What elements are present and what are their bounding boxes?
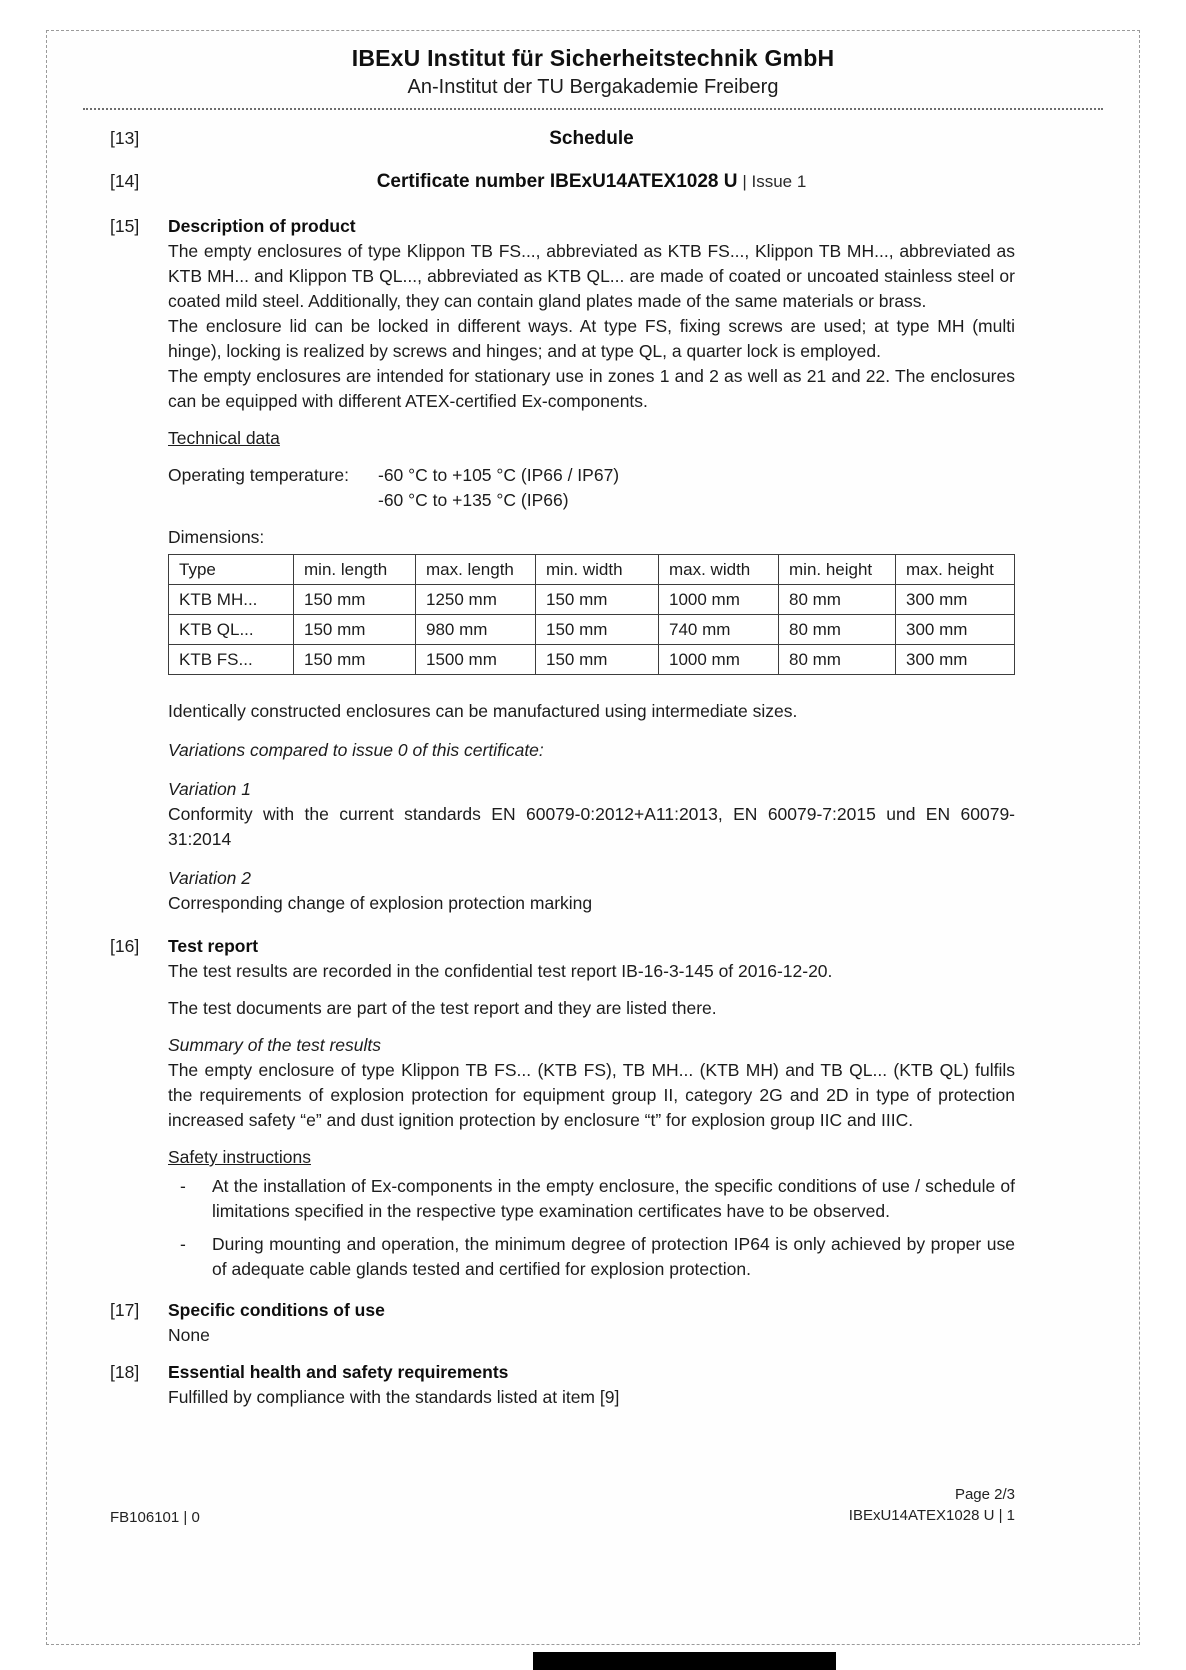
health-safety-text: Fulfilled by compliance with the standards listed at item [9] [168,1387,620,1407]
item-number-15: [15] [110,216,140,236]
footer-document-id: FB106101 | 0 [110,1509,200,1526]
item-number-17: [17] [110,1300,140,1320]
cell: 1000 mm [659,645,779,675]
cell: 150 mm [294,615,416,645]
safety-bullet-1-text: At the installation of Ex-components in the empty enclosure, the specific conditions of use / schedule of limitations specified in the respective type examination certificates have to be observed. [212,1176,1015,1221]
variation-1-block [168,777,1015,852]
variation-1-text: Conformity with the current standards EN 60079-0:2012+A11:2013, EN 60079-7:2015 und EN 60079-31:2014 [168,804,1015,849]
safety-instructions-heading: Safety instructions [168,1147,311,1167]
safety-bullet-2 [168,1232,1015,1282]
operating-temperature-values [378,463,619,513]
institute-name: IBExU Institut für Sicherheitstechnik GmbH [351,45,835,71]
schedule-heading: Schedule [549,128,634,149]
cell: 1000 mm [659,585,779,615]
test-report-paragraph-1: The test results are recorded in the confidential test report IB-16-3-145 of 2016-12-20. [168,961,833,981]
description-paragraph-3: The empty enclosures are intended for stationary use in zones 1 and 2 as well as 21 and 22. The enclosures can be equipped with different ATEX-certified Ex-components. [168,366,1015,411]
bullet-marker: - [180,1234,186,1254]
cell: 150 mm [294,645,416,675]
section-14 [110,169,1015,194]
operating-temperature-label: Operating temperature: [168,465,349,485]
certificate-number: Certificate number IBExU14ATEX1028 U [376,171,738,192]
scan-artifact-bar [533,1652,836,1670]
header-divider [83,108,1103,110]
intermediate-sizes-note: Identically constructed enclosures can be manufactured using intermediate sizes. [168,701,798,721]
table-row [169,645,1015,675]
technical-data-heading: Technical data [168,428,280,448]
test-report-heading: Test report [168,936,259,956]
health-safety-heading: Essential health and safety requirements [168,1362,509,1382]
cell: 740 mm [659,615,779,645]
cell: 80 mm [779,615,896,645]
specific-conditions-heading: Specific conditions of use [168,1300,385,1320]
operating-temperature-line-2: -60 °C to +135 °C (IP66) [378,490,569,510]
col-header-min-height: min. height [779,555,896,585]
section-16 [110,934,1015,1282]
cell: 300 mm [896,615,1015,645]
item-number-14: [14] [110,171,140,191]
cell: 980 mm [416,615,536,645]
col-header-max-length: max. length [416,555,536,585]
item-number-13: [13] [110,128,140,148]
col-header-max-height: max. height [896,555,1015,585]
cell: 1250 mm [416,585,536,615]
variation-2-text: Corresponding change of explosion protection marking [168,893,593,913]
safety-bullet-2-text: During mounting and operation, the minimum degree of protection IP64 is only achieved by proper use of adequate cable glands tested and certified for explosion protection. [212,1234,1015,1279]
cell: 1500 mm [416,645,536,675]
summary-text: The empty enclosure of type Klippon TB FS... (KTB FS), TB MH... (KTB MH) and TB QL... (KTB QL) fulfils the requirements of explosion protection for equipment group II, category 2G and 2D in type of protection increased safety “e” and dust ignition protection by enclosure “t” for explosion group IIC and IIIC. [168,1060,1015,1130]
cell: 150 mm [294,585,416,615]
item-number-16: [16] [110,936,140,956]
institute-subtitle: An-Institut der TU Bergakademie Freiberg [407,76,779,98]
document-page [46,30,1140,1645]
cell: 150 mm [536,585,659,615]
footer-page-number: Page 2/3 [954,1486,1015,1503]
table-row [169,615,1015,645]
operating-temperature-block [168,463,1015,513]
section-18 [110,1360,1015,1410]
document-body [47,126,1139,1410]
specific-conditions-text: None [168,1325,210,1345]
cell: 80 mm [779,585,896,615]
letterhead [47,31,1139,100]
variation-2-heading: Variation 2 [168,868,252,888]
cell: KTB FS... [169,645,294,675]
safety-bullet-1 [168,1174,1015,1224]
description-heading: Description of product [168,216,356,236]
description-paragraph-2: The enclosure lid can be locked in different ways. At type FS, fixing screws are used; at type MH (multi hinge), locking is realized by screws and hinges; and at type QL, a quarter lock is employed. [168,316,1015,361]
certificate-issue: | Issue 1 [742,172,807,191]
summary-heading: Summary of the test results [168,1035,381,1055]
section-15 [110,214,1015,916]
variation-1-heading: Variation 1 [168,779,252,799]
col-header-min-width: min. width [536,555,659,585]
section-17 [110,1298,1015,1348]
item-number-18: [18] [110,1362,140,1382]
col-header-max-width: max. width [659,555,779,585]
col-header-type: Type [169,555,294,585]
cell: KTB QL... [169,615,294,645]
dimensions-table [168,554,1015,675]
test-report-paragraph-2: The test documents are part of the test report and they are listed there. [168,998,717,1018]
col-header-min-length: min. length [294,555,416,585]
cell: 300 mm [896,585,1015,615]
section-13 [110,126,1015,151]
cell: KTB MH... [169,585,294,615]
cell: 300 mm [896,645,1015,675]
cell: 150 mm [536,615,659,645]
dimensions-label: Dimensions: [168,527,265,547]
footer-right-block [849,1484,1015,1526]
description-paragraph-1: The empty enclosures of type Klippon TB FS..., abbreviated as KTB FS..., Klippon TB MH..., abbreviated as KTB MH... and Klippon TB QL..., abbreviated as KTB QL... are made of coated or uncoated stainless steel or coated mild steel. Additionally, they can contain gland plates made of the same materials or brass. [168,241,1015,311]
variation-2-block [168,866,1015,916]
cell: 150 mm [536,645,659,675]
table-row [169,585,1015,615]
bullet-marker: - [180,1176,186,1196]
footer-certificate-ref: IBExU14ATEX1028 U | 1 [848,1507,1015,1524]
operating-temperature-line-1: -60 °C to +105 °C (IP66 / IP67) [378,465,620,485]
variations-intro: Variations compared to issue 0 of this certificate: [168,740,544,760]
cell: 80 mm [779,645,896,675]
table-header-row [169,555,1015,585]
